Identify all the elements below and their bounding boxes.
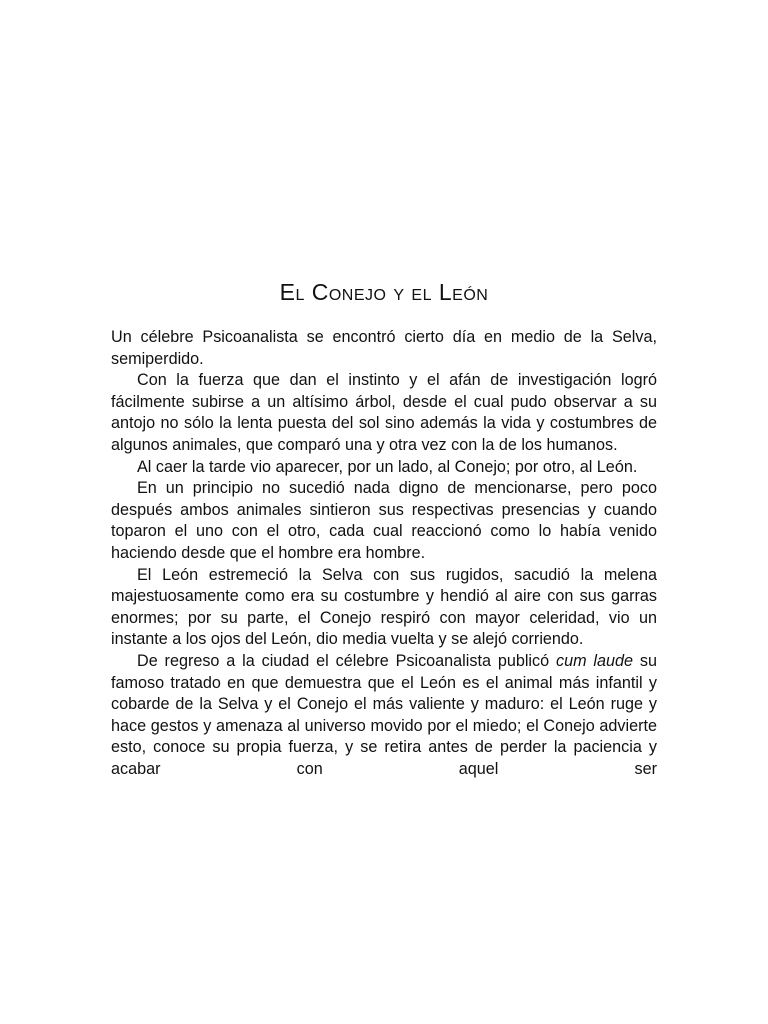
- paragraph-2: Con la fuerza que dan el instinto y el afán de investigación logró fácilmente subirse a un altísimo árbol, desde el cual pudo observar a su antojo no sólo la lenta puesta del sol sino además la vida y costumbres de algunos animales, que comparó una y otra vez con la de los humanos.: [111, 371, 657, 454]
- paragraph-6: [111, 651, 657, 781]
- paragraph-3: Al caer la tarde vio aparecer, por un lado, al Conejo; por otro, al León.: [137, 457, 638, 476]
- paragraph-5: El León estremeció la Selva con sus rugidos, sacudió la melena majestuosamente como era su costumbre y hendió al aire con sus garras enormes; por su parte, el Conejo respiró con mayor celeridad, vio un instante a los ojos del León, dio media vuelta y se alejó corriendo.: [111, 565, 657, 649]
- latin-phrase: cum laude: [555, 651, 634, 670]
- paragraph-6-start: De regreso a la ciudad el célebre Psicoanalista publicó: [137, 651, 556, 670]
- paragraph-4: En un principio no sucedió nada digno de mencionarse, pero poco después ambos animales sintieron sus respectivas presencias y cuando toparon el uno con el otro, cada cual reaccionó como lo había venido haciendo desde que el hombre era hombre.: [111, 479, 657, 562]
- paragraph-6-end: su famoso tratado en que demuestra que el León es el animal más infantil y cobarde de la Selva y el Conejo el más valiente y maduro: el León ruge y hace gestos y amenaza al universo movido por el miedo; el Conejo advierte esto, conoce su propia fuerza, y se retira antes de perder la paciencia y acabar con aquel ser: [111, 651, 657, 778]
- story-body: [111, 327, 657, 780]
- story-title: El Conejo y el León: [279, 279, 489, 305]
- paragraph-1: Un célebre Psicoanalista se encontró cierto día en medio de la Selva, semiperdido.: [111, 328, 657, 368]
